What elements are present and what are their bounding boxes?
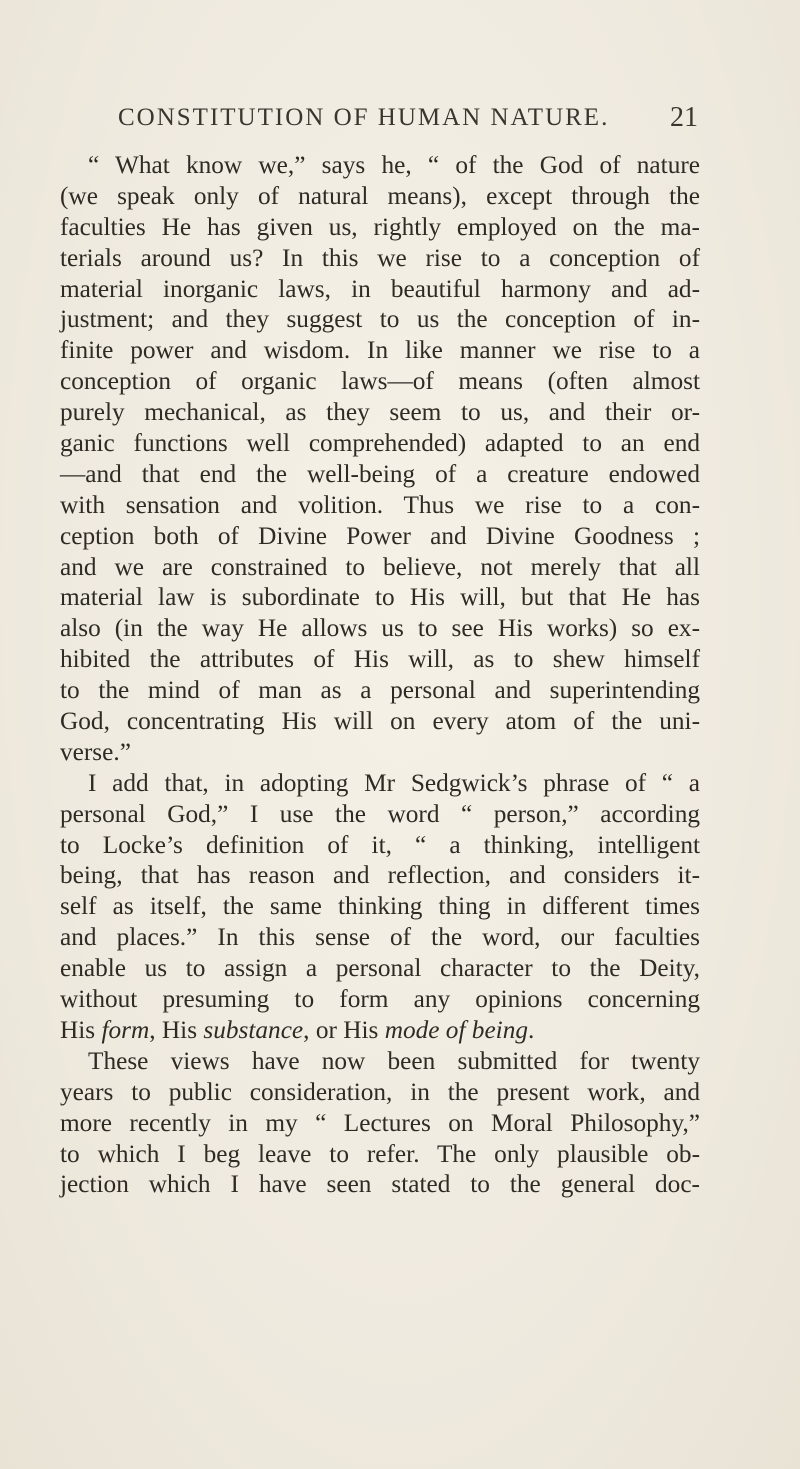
text-line: justment; and they suggest to us the conception of in- — [60, 305, 700, 334]
text-line: “ What know we,” says he, “ of the God of nature — [88, 151, 700, 179]
text-line: verse.” — [60, 737, 131, 766]
body-text — [60, 150, 700, 1200]
text-line: (we speak only of natural means), except through the — [60, 181, 700, 210]
text-line: material law is subordinate to His will, but that He has — [60, 583, 700, 612]
text-line: to the mind of man as a personal and superintending — [60, 676, 700, 705]
text-line: enable us to assign a personal character to the Deity, — [60, 954, 700, 983]
text-line: self as itself, the same thinking thing in different times — [60, 892, 700, 921]
text-line: I add that, in adopting Mr Sedgwick’s phrase of “ a — [88, 768, 700, 797]
text-line: conception of organic laws—of means (often almost — [60, 367, 700, 396]
text-line: years to public consideration, in the present work, and — [60, 1077, 700, 1106]
text-line: material inorganic laws, in beautiful harmony and ad- — [60, 274, 700, 303]
page-header — [118, 104, 698, 136]
text-line: to Locke’s definition of it, “ a thinking, intelligent — [60, 830, 700, 859]
text-line: ception both of Divine Power and Divine Goodness ; — [60, 521, 700, 550]
text-line: personal God,” I use the word “ person,” according — [60, 799, 700, 828]
text-line: terials around us? In this we rise to a conception of — [60, 243, 700, 272]
text-line: being, that has reason and reflection, and considers it- — [60, 861, 700, 890]
page-number: 21 — [670, 102, 698, 133]
text-line-italic: His form, His substance, or His mode of being. — [60, 1015, 535, 1044]
text-line: more recently in my “ Lectures on Moral Philosophy,” — [60, 1108, 700, 1137]
text-line: finite power and wisdom. In like manner we rise to a — [60, 336, 700, 365]
text-line: and we are constrained to believe, not merely that all — [60, 552, 700, 581]
text-line: —and that end the well-being of a creature endowed — [60, 459, 700, 488]
text-line: and places.” In this sense of the word, our faculties — [60, 923, 700, 952]
text-line: God, concentrating His will on every atom of the uni- — [60, 707, 700, 736]
text-line: ganic functions well comprehended) adapted to an end — [60, 429, 700, 458]
text-line: faculties He has given us, rightly employed on the ma- — [60, 212, 700, 241]
text-line: also (in the way He allows us to see His works) so ex- — [60, 614, 700, 643]
text-line: with sensation and volition. Thus we rise to a con- — [60, 490, 700, 519]
text-line: to which I beg leave to refer. The only plausible ob- — [60, 1139, 700, 1168]
text-line: hibited the attributes of His will, as to shew himself — [60, 645, 700, 674]
text-line: These views have now been submitted for twenty — [88, 1046, 700, 1075]
text-line: purely mechanical, as they seem to us, and their or- — [60, 398, 700, 427]
text-line: jection which I have seen stated to the general doc- — [60, 1170, 700, 1199]
running-head: CONSTITUTION OF HUMAN NATURE. — [118, 104, 610, 131]
text-line: without presuming to form any opinions concerning — [60, 985, 700, 1014]
